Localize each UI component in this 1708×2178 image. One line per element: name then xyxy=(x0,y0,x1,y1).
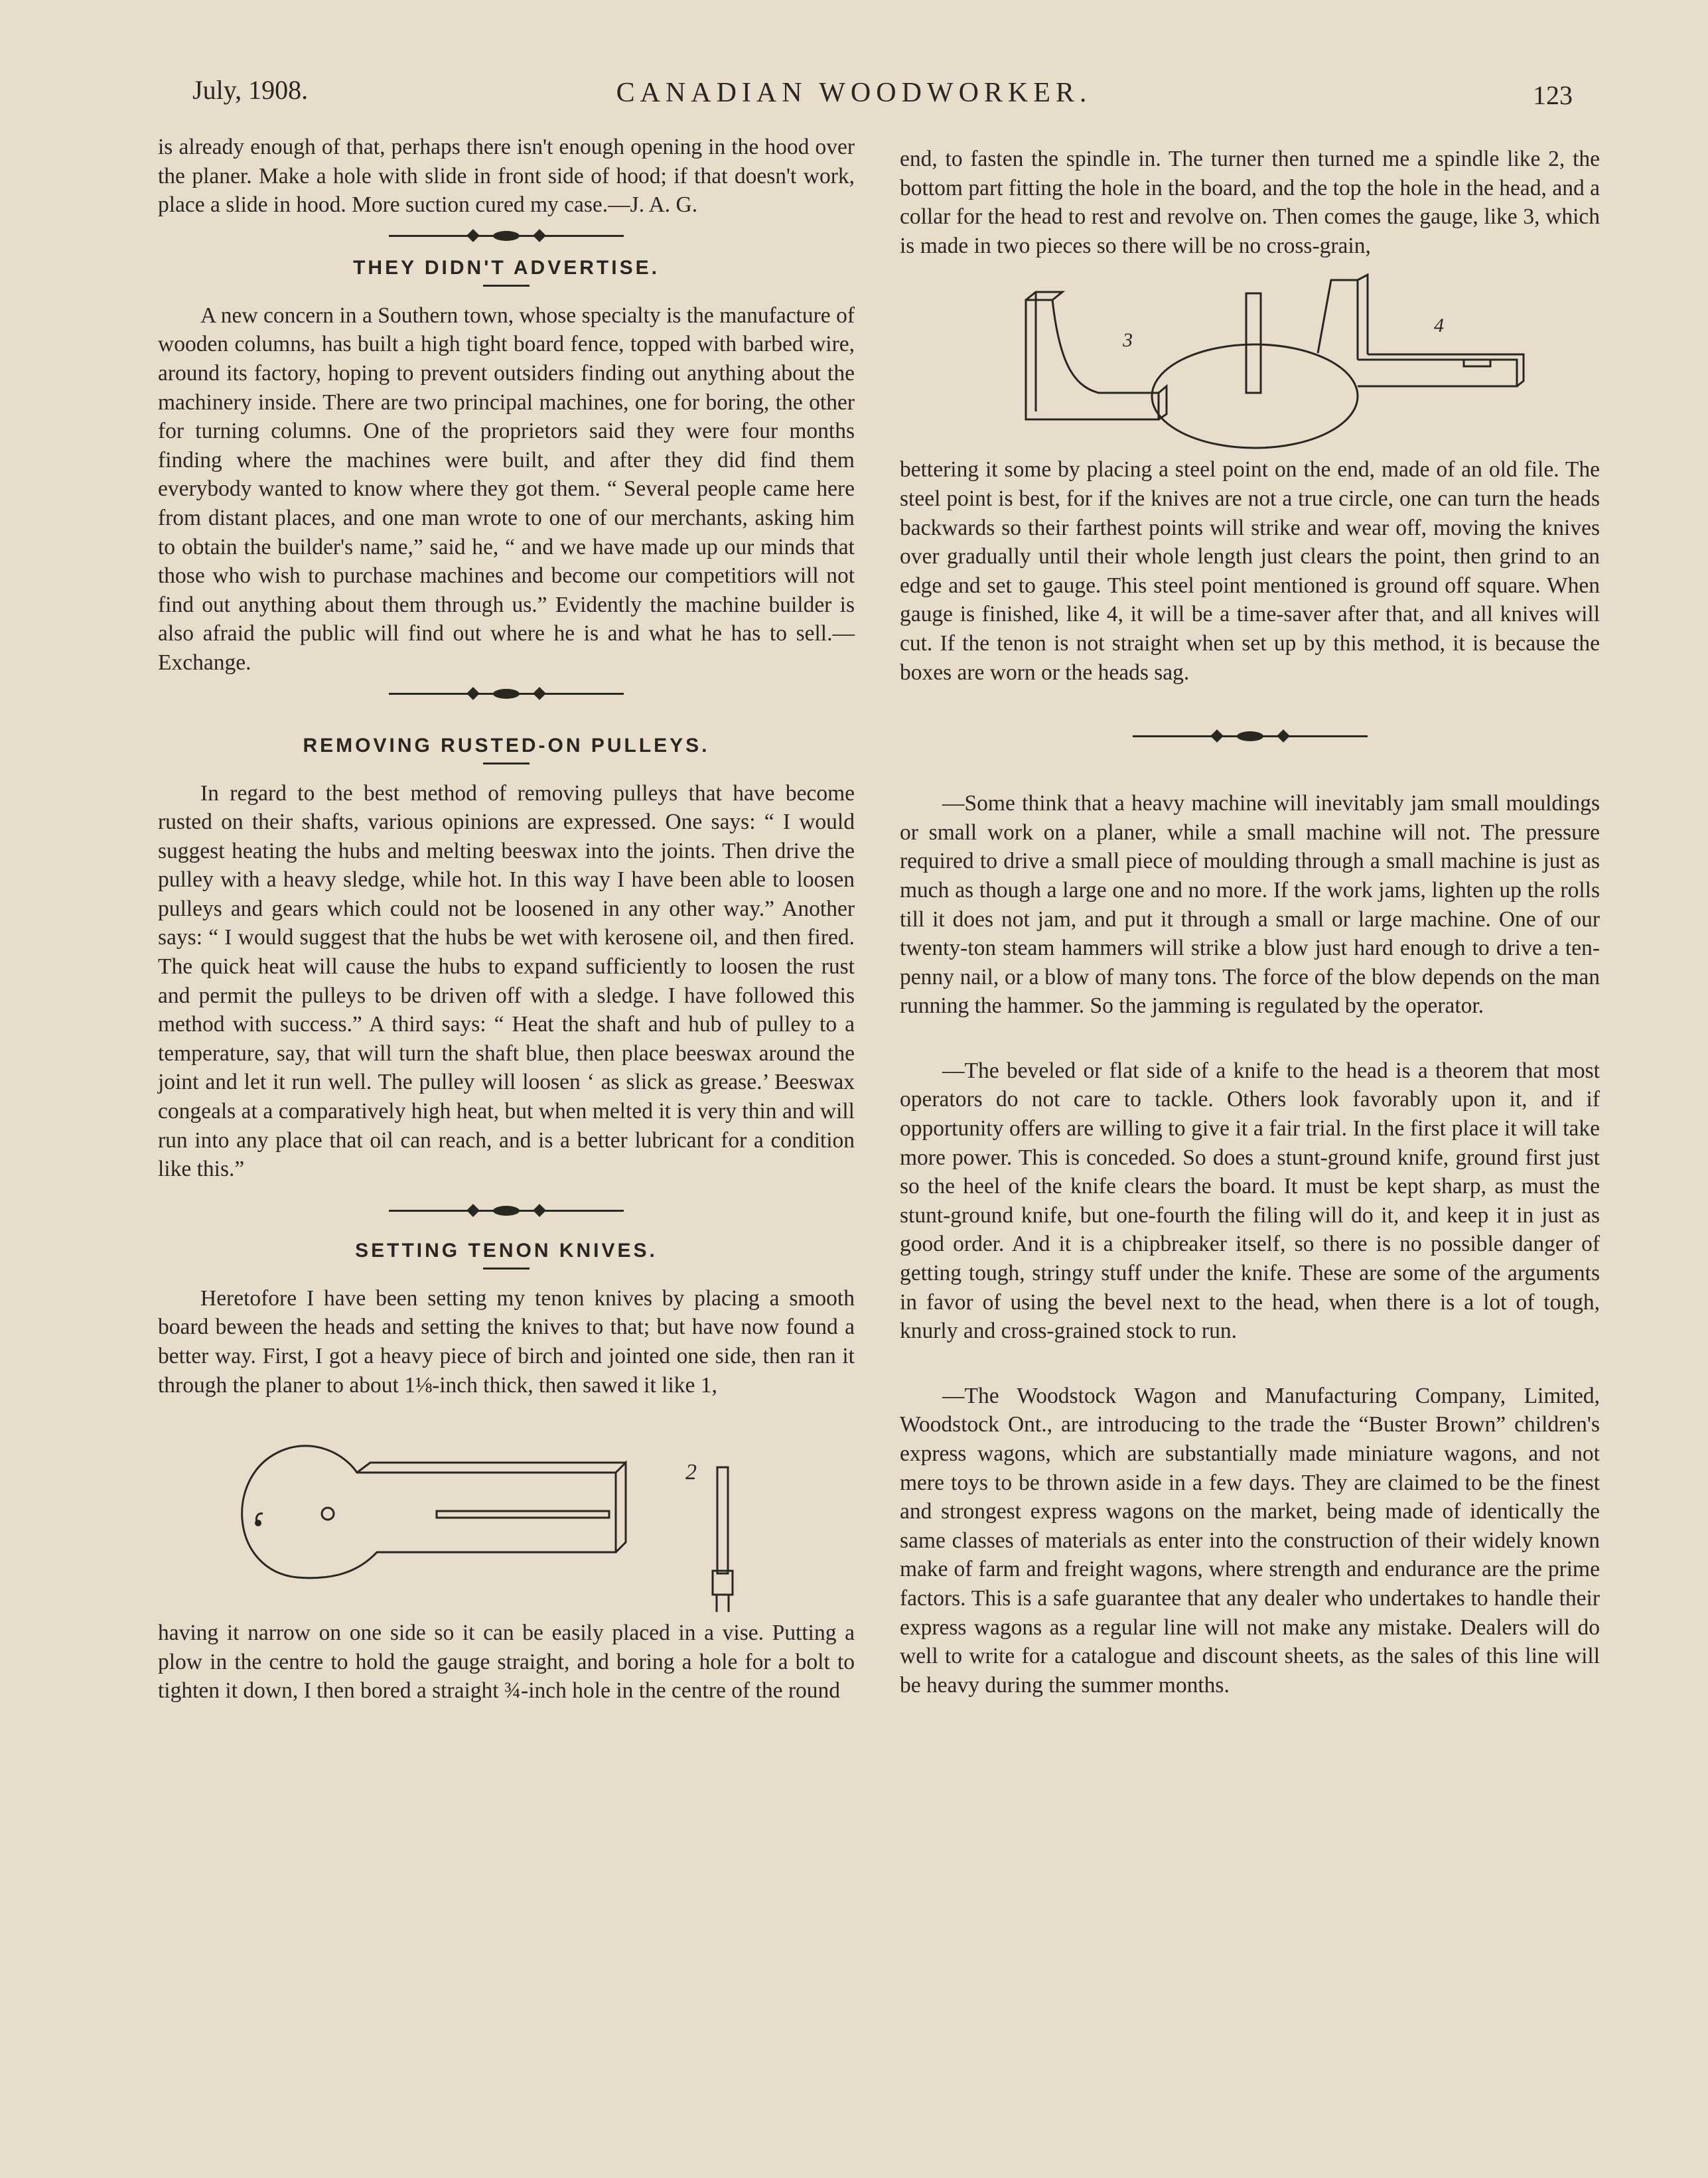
figure-label-3: 3 xyxy=(1123,329,1133,352)
article-body-continued: having it narrow on one side so it can be easily placed in a vise. Putting a plow in the centre to hold the gauge straight, and boring a hole for a bolt to tighten it down, I then bored a straight ¾-inch hole in the centre of the round xyxy=(158,1621,855,1704)
article-heading: REMOVING RUSTED-ON PULLEYS. xyxy=(303,734,710,757)
heading-rule xyxy=(483,1268,530,1270)
magazine-title: CANADIAN WOODWORKER. xyxy=(616,78,1092,108)
heading-rule xyxy=(483,285,530,287)
page-number: 123 xyxy=(1533,80,1573,110)
figure-label-2: 2 xyxy=(685,1460,697,1485)
note-paragraph: —The beveled or flat side of a knife to the head is a theorem that most operators do not care to tackle. Others look favorably upon it, and if opportunity offers are willing to give it a fair trial. In the first place it will take more power. This is conceded. So does a stunt-ground knife, ground first just so the heel of the knife clears the board. It must be kept sharp, as must the stunt-ground knife, but one-fourth the filing will do it, and keep it in just as good order. And it is a chipbreaker itself, so there is no possible danger of getting tough, stringy stuff under the knife. These are some of the arguments in favor of using the bevel next to the head, when there is a lot of tough, knurly and cross-grained stock to run. xyxy=(900,1058,1600,1344)
left-column xyxy=(158,133,855,1706)
heading-rule xyxy=(483,762,530,764)
article-body-continued: bettering it some by placing a steel point on the end, made of an old file. The steel point is best, for if the knives are not a true circle, one can turn the heads backwards so their farthest points will strike and wear off, moving the knives over gradually until their whole length just clears the point, then grind to an edge and set to gauge. This steel point mentioned is ground off square. When gauge is finished, like 4, it will be a time-saver after that, and all knives will cut. If the tenon is not straight when set up by this method, it is because the boxes are worn or the heads sag. xyxy=(900,457,1600,685)
ornament-divider xyxy=(389,229,624,242)
right-column xyxy=(900,145,1600,1700)
note-paragraph: —The Woodstock Wagon and Manufacturing Company, Limited, Woodstock Ont., are introducing to the trade the “Buster Brown” children's express wagons, which are substantially made miniature wagons, and not mere toys to be thrown aside in a few days. They are claimed to be the finest and strongest express wagons on the market, being made of identically the same classes of materials as enter into the construction of their widely known make of farm and freight wagons, where strength and endurance are the prime factors. This is a safe guarantee that any dealer who undertakes to handle their express wagons as a regular line will not make any mistake. Dealers will do well to write for a catalogue and discount sheets, as the sales of this line will be heavy during the summer months. xyxy=(900,1383,1600,1698)
figure-gauge-board-and-spindle xyxy=(158,1400,855,1612)
page-header xyxy=(0,74,1708,114)
article-body: A new concern in a Southern town, whose specialty is the manufacture of wooden columns, has built a high tight board fence, topped with barbed wire, around its factory, hoping to prevent outsiders finding out anything about the machinery inside. There are two principal machines, one for boring, the other for turning columns. One of the proprietors said they were four months finding where the machines were built, and after they did find them everybody wanted to know where they got them. “ Several people came here from distant places, and one man wrote to one of our merchants, asking him to obtain the builder's name,” said he, “ and we have made up our minds that those who wish to purchase machines and become our competitiors will not find out anything about them through us.” Evidently the machine builder is also afraid the public will find out where he is and what he has to sell.—Exchange. xyxy=(158,303,855,675)
figure-label-4: 4 xyxy=(1434,315,1444,337)
ornament-divider xyxy=(389,687,624,700)
article-body-continued: end, to fasten the spindle in. The turner then turned me a spindle like 2, the bottom part fitting the hole in the board, and the top the hole in the head, and a collar for the head to rest and revolve on. Then comes the gauge, like 3, which is made in two pieces so there will be no cross-grain, xyxy=(900,147,1600,258)
article-body: In regard to the best method of removing pulleys that have become rusted on their shafts, various opinions are expressed. One says: “ I would suggest heating the hubs and melting beeswax into the joints. Then drive the pulley with a heavy sledge, while hot. In this way I have been able to loosen pulleys and gears which could not be loosened in any other way.” Another says: “ I would suggest that the hubs be wet with kerosene oil, and then fired. The quick heat will cause the hubs to expand sufficiently to loosen the rust and permit the pulleys to be driven off with a sledge. I have followed this method with success.” A third says: “ Heat the shaft and hub of pulley to a temperature, say, that will turn the shaft blue, then place beeswax around the joint and let it run well. The pulley will loosen ‘ as slick as grease.’ Beeswax congeals at a comparatively high heat, but when melted it is very thin and will run into any place that oil can reach, and is a better lubricant for a condition like this.” xyxy=(158,780,855,1182)
figure-gauge-and-assembly xyxy=(900,260,1600,453)
article-heading: SETTING TENON KNIVES. xyxy=(355,1239,658,1262)
ornament-divider xyxy=(1133,729,1368,743)
article-heading: THEY DIDN'T ADVERTISE. xyxy=(353,256,660,279)
issue-date: July, 1908. xyxy=(192,75,309,105)
ornament-divider xyxy=(389,1204,624,1217)
note-paragraph: —Some think that a heavy machine will inevitably jam small mouldings or small work on a planer, while a small machine will not. The pressure required to drive a small piece of moulding through a small machine is just as much as though a large one and no more. If the work jams, lighten up the rolls till it does not jam, and put it through a small or large machine. One of our twenty-ton steam hammers will strike a blow just hard enough to drive a ten-penny nail, or a blow of many tons. The force of the blow depends on the man running the hammer. So the jamming is regulated by the operator. xyxy=(900,791,1600,1019)
article-body: Heretofore I have been setting my tenon knives by placing a smooth board beween the heads and setting the knives to that; but have now found a better way. First, I got a heavy piece of birch and jointed one side, then ran it through the planer to about 1⅛-inch thick, then sawed it like 1, xyxy=(158,1285,855,1398)
continued-paragraph: is already enough of that, perhaps there isn't enough opening in the hood over the planer. Make a hole with slide in front side of hood; if that doesn't work, place a slide in hood. More suction cured my case.—J. A. G. xyxy=(158,135,855,218)
